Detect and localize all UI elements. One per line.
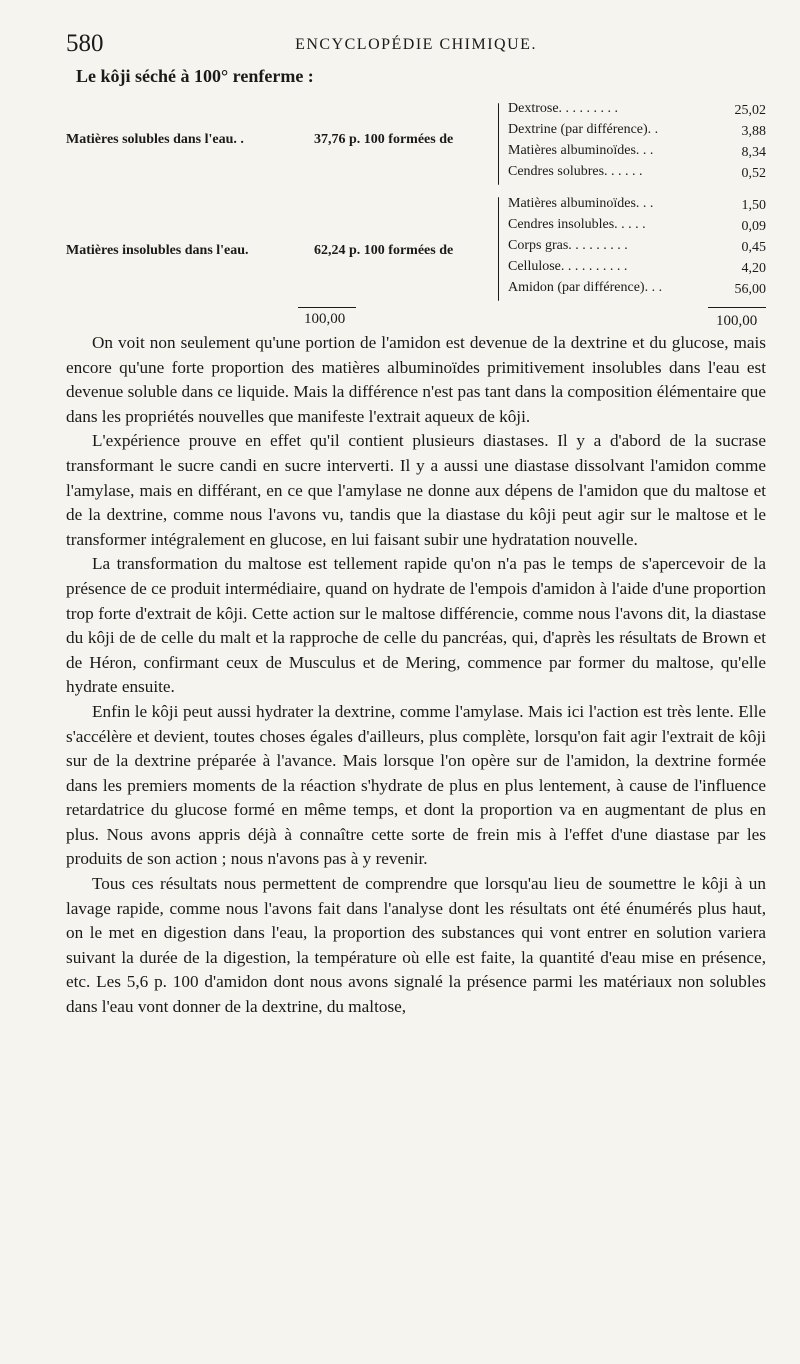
insoluble-item — [508, 217, 766, 238]
composition-table — [66, 97, 766, 331]
total-left: 100,00 — [304, 311, 346, 327]
soluble-item-name: Dextrine (par différence). . — [508, 122, 659, 137]
soluble-group-label: Matières solubles dans l'eau. . — [66, 132, 244, 147]
soluble-item — [508, 122, 766, 143]
soluble-item-value: 3,88 — [741, 124, 766, 139]
soluble-item — [508, 143, 766, 164]
insoluble-brace — [498, 197, 499, 301]
paragraph: L'expérience prouve en effet qu'il contient plusieurs diastases. Il y a d'abord de la sucrase transformant le sucre candi en sucre interverti. Il y a aussi une diastase dissolvant l'amidon comme l'amylase, mais en différant, en ce que l'amylase ne donne aux dépens de l'amidon que du maltose et de la dextrine, comme nous l'avons vu, tandis que la diastase du kôji peut agir sur le maltose et le transformer intégralement en glucose, en lui faisant subir une hydratation nouvelle. — [66, 431, 766, 549]
insoluble-item — [508, 259, 766, 280]
section-heading: Le kôji séché à 100° renferme : — [76, 66, 314, 86]
soluble-item — [508, 164, 766, 185]
insoluble-item — [508, 238, 766, 259]
insoluble-item — [508, 280, 766, 301]
total-rule-left — [298, 307, 356, 308]
insoluble-item-value: 4,20 — [741, 261, 766, 276]
soluble-item-value: 25,02 — [734, 103, 766, 118]
insoluble-group-amount: 62,24 p. 100 formées de — [314, 243, 454, 258]
insoluble-item-value: 0,09 — [741, 219, 766, 234]
soluble-item-name: Cendres solubres. . . . . . — [508, 164, 643, 179]
soluble-item-value: 8,34 — [741, 145, 766, 160]
soluble-item-name: Dextrose. . . . . . . . . — [508, 101, 619, 116]
running-title: ENCYCLOPÉDIE CHIMIQUE. — [295, 36, 537, 53]
insoluble-item-value: 56,00 — [734, 282, 766, 297]
paragraph: Enfin le kôji peut aussi hydrater la dextrine, comme l'amylase. Mais ici l'action est très lente. Elle s'accélère et devient, toutes choses égales d'ailleurs, plus complète, lorsqu'on fait agir l'extrait de kôji sur de la dextrine préparée à l'avance. Mais lorsque l'on opère sur de l'amidon, la dextrine formée dans les premiers moments de la réaction s'hydrate de plus en plus lentement, à cause de l'influence retardatrice du glucose formé en même temps, et dont la proportion va en augmentant de plus en plus. Nous avons appris déjà à connaître cette sorte de frein mis à l'effet d'une diastase par les produits de son action ; nous n'avons pas à y revenir. — [66, 701, 766, 869]
soluble-item — [508, 101, 766, 122]
insoluble-item-value: 1,50 — [741, 198, 766, 213]
insoluble-item-name: Amidon (par différence). . . — [508, 280, 663, 295]
body-text — [66, 331, 766, 1020]
soluble-brace — [498, 103, 499, 185]
soluble-item-name: Matières albuminoïdes. . . — [508, 143, 654, 158]
page-number: 580 — [66, 30, 104, 57]
paragraph: Tous ces résultats nous permettent de comprendre que lorsqu'au lieu de soumettre le kôji à un lavage rapide, comme nous l'avons fait dans l'analyse dont les résultats ont été énumérés plus haut, on le met en digestion dans l'eau, la proportion des substances qui vont entrer en solution variera suivant la durée de la digestion, la température où elle est faite, la quantité d'eau mise en présence, etc. Les 5,6 p. 100 d'amidon dont nous avons signalé la présence parmi les matériaux non solubles dans l'eau vont donner de la dextrine, du maltose, — [66, 874, 766, 1017]
paragraph: On voit non seulement qu'une portion de l'amidon est devenue de la dextrine et du glucose, mais encore qu'une forte proportion des matières albuminoïdes primitivement insolubles dans l'eau est devenue soluble dans ce liquide. Mais la différence n'est pas tant dans la composition élémentaire que dans les propriétés nouvelles que manifeste l'extrait aqueux de kôji. — [66, 333, 766, 426]
insoluble-item-name: Corps gras. . . . . . . . . — [508, 238, 628, 253]
insoluble-item-name: Matières albuminoïdes. . . — [508, 196, 654, 211]
total-rule-right — [708, 307, 766, 308]
insoluble-item — [508, 196, 766, 217]
insoluble-item-value: 0,45 — [741, 240, 766, 255]
soluble-item-value: 0,52 — [741, 166, 766, 181]
insoluble-item-name: Cendres insolubles. . . . . — [508, 217, 646, 232]
running-head — [66, 26, 766, 60]
insoluble-group-label: Matières insolubles dans l'eau. — [66, 243, 249, 258]
paragraph: La transformation du maltose est tellement rapide qu'on n'a pas le temps de s'apercevoir de la présence de ce produit intermédiaire, quand on hydrate de l'empois d'amidon à l'aide d'une proportion trop forte d'extrait de kôji. Cette action sur le maltose différencie, comme nous l'avons dit, la diastase du kôji de de celle du malt et la rapproche de celle du pancréas, qui, d'après les résultats de Brown et de Héron, confirmant ceux de Musculus et de Mering, commence par former du maltose, qu'elle hydrate ensuite. — [66, 554, 766, 697]
soluble-group-amount: 37,76 p. 100 formées de — [314, 132, 454, 147]
insoluble-item-name: Cellulose. . . . . . . . . . — [508, 259, 628, 274]
total-right: 100,00 — [716, 313, 758, 329]
